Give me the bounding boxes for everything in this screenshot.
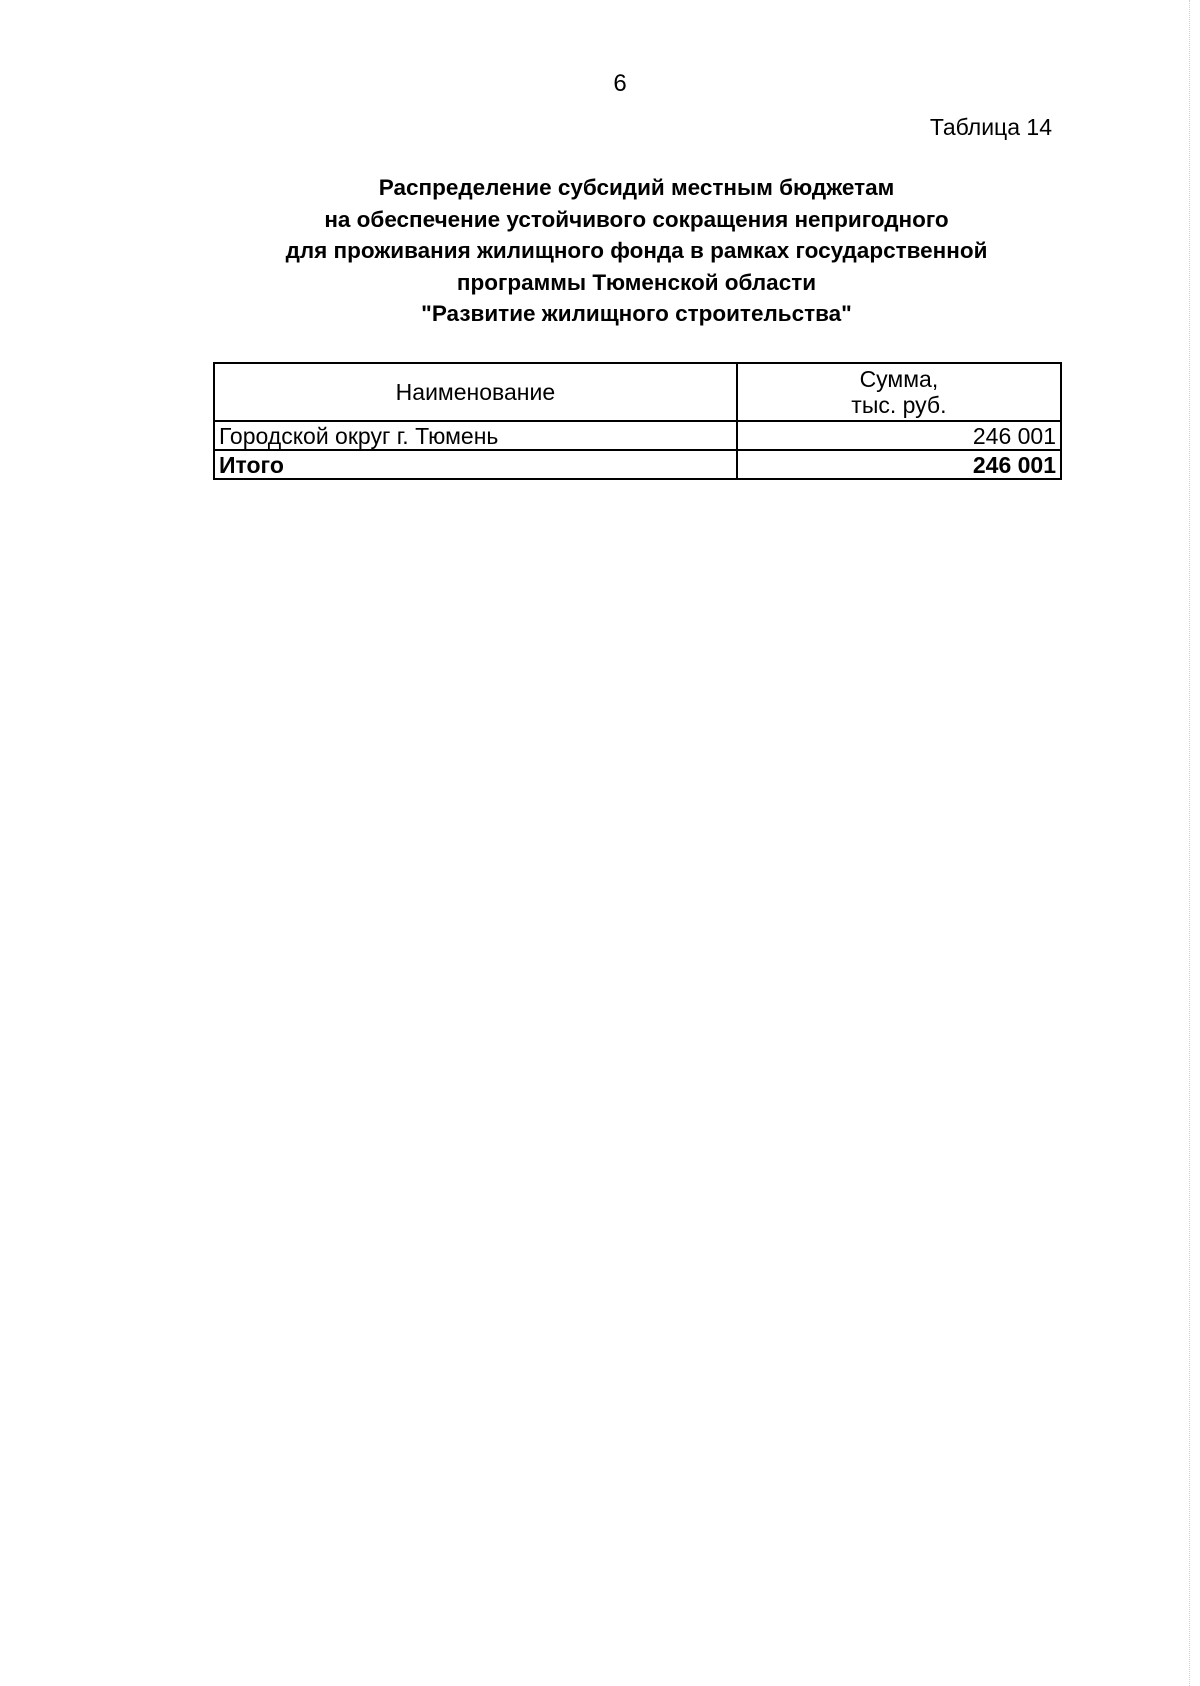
- header-sum-unit: тыс. руб.: [851, 392, 947, 418]
- table-row: [214, 421, 1061, 450]
- total-row: [214, 450, 1061, 479]
- subsidy-table: [213, 362, 1062, 480]
- title-line: на обеспечение устойчивого сокращения непригодного: [324, 206, 949, 232]
- document-title: [200, 172, 1073, 330]
- total-sum-cell: 246 001: [737, 450, 1061, 479]
- table-label: Таблица 14: [929, 114, 1052, 140]
- title-line: Распределение субсидий местным бюджетам: [378, 175, 895, 200]
- row-name-cell: Городской округ г. Тюмень: [214, 421, 737, 450]
- header-sum-line: Сумма,: [859, 366, 939, 392]
- title-line: "Развитие жилищного строительства": [421, 301, 852, 326]
- table-header-row: [214, 363, 1061, 421]
- page-number: 6: [613, 70, 627, 97]
- total-label-cell: Итого: [214, 450, 737, 479]
- scan-edge-artifact: [1189, 0, 1200, 1686]
- header-name: Наименование: [214, 363, 737, 421]
- row-sum-cell: 246 001: [737, 421, 1061, 450]
- header-sum: [737, 363, 1061, 421]
- title-line: для проживания жилищного фонда в рамках государственной: [285, 238, 988, 263]
- title-line: программы Тюменской области: [456, 269, 817, 295]
